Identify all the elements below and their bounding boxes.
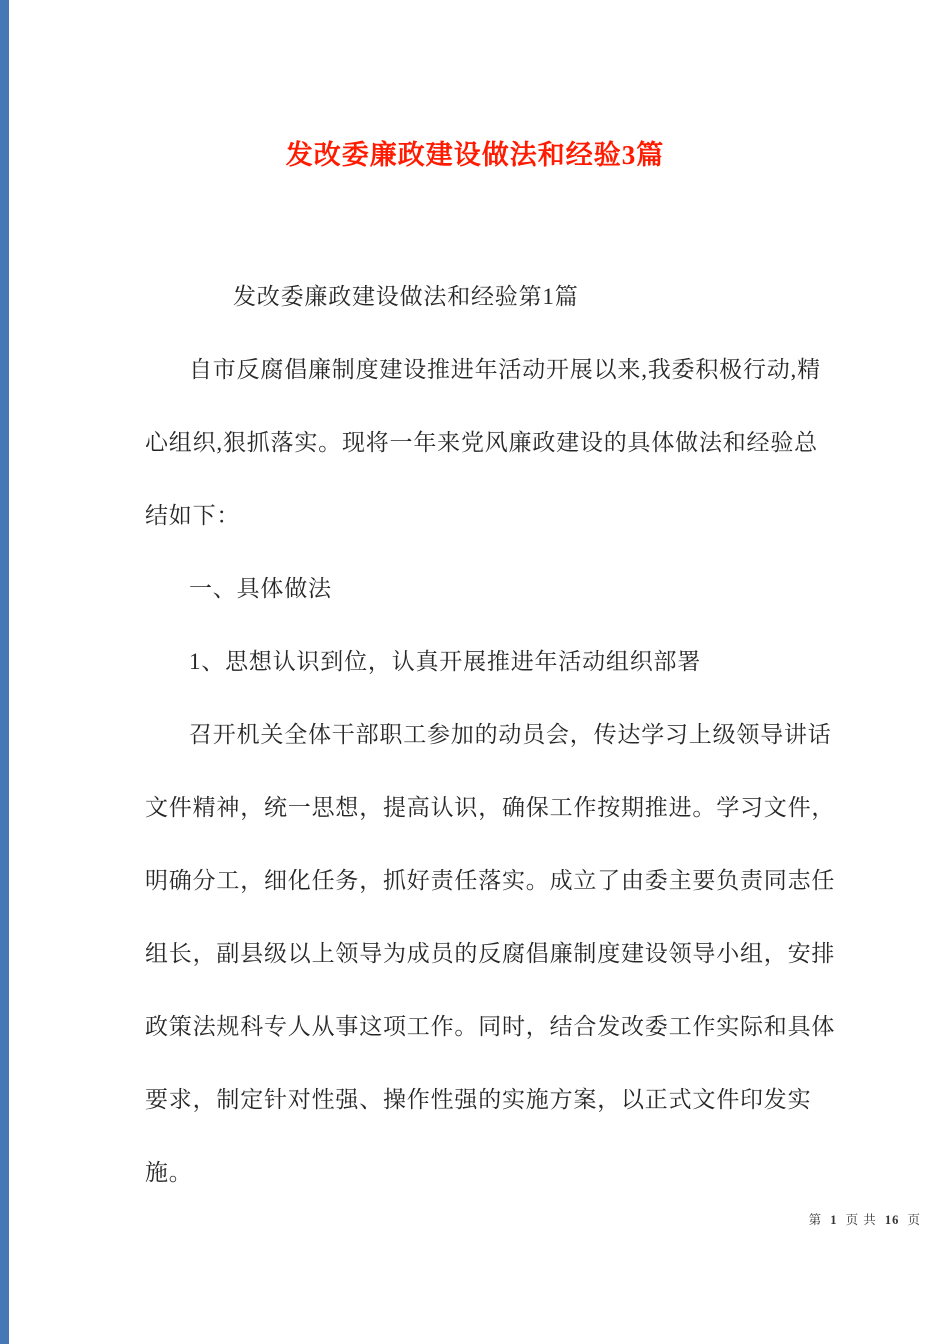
left-edge-accent-strip: [0, 0, 9, 1344]
document-body: [145, 260, 839, 1209]
heading-item-1: 1、思想认识到位，认真开展推进年活动组织部署: [189, 649, 702, 674]
footer-label-prefix: 第: [808, 1213, 823, 1227]
footer-current-page: 1: [830, 1213, 838, 1227]
page-footer: [808, 1210, 922, 1228]
section-heading: 发改委廉政建设做法和经验第1篇: [233, 284, 579, 309]
footer-label-suffix: 页: [907, 1213, 921, 1227]
paragraph-body: 召开机关全体干部职工参加的动员会，传达学习上级领导讲话文件精神，统一思想，提高认识，确保工作按期推进。学习文件，明确分工，细化任务，抓好责任落实。成立了由委主要负责同志任组长，副县级以上领导为成员的反腐倡廉制度建设领导小组，安排政策法规科专人从事这项工作。同时，结合发改委工作实际和具体要求，制定针对性强、操作性强的实施方案，以正式文件印发实施。: [145, 722, 836, 1185]
footer-total-pages: 16: [884, 1213, 900, 1227]
footer-label-middle: 页 共: [845, 1213, 877, 1227]
paragraph-intro: 自市反腐倡廉制度建设推进年活动开展以来,我委积极行动,精心组织,狠抓落实。现将一年来党风廉政建设的具体做法和经验总结如下：: [145, 357, 821, 528]
document-title: 发改委廉政建设做法和经验3篇: [285, 140, 665, 170]
heading-specific-practices: 一、具体做法: [189, 576, 332, 601]
